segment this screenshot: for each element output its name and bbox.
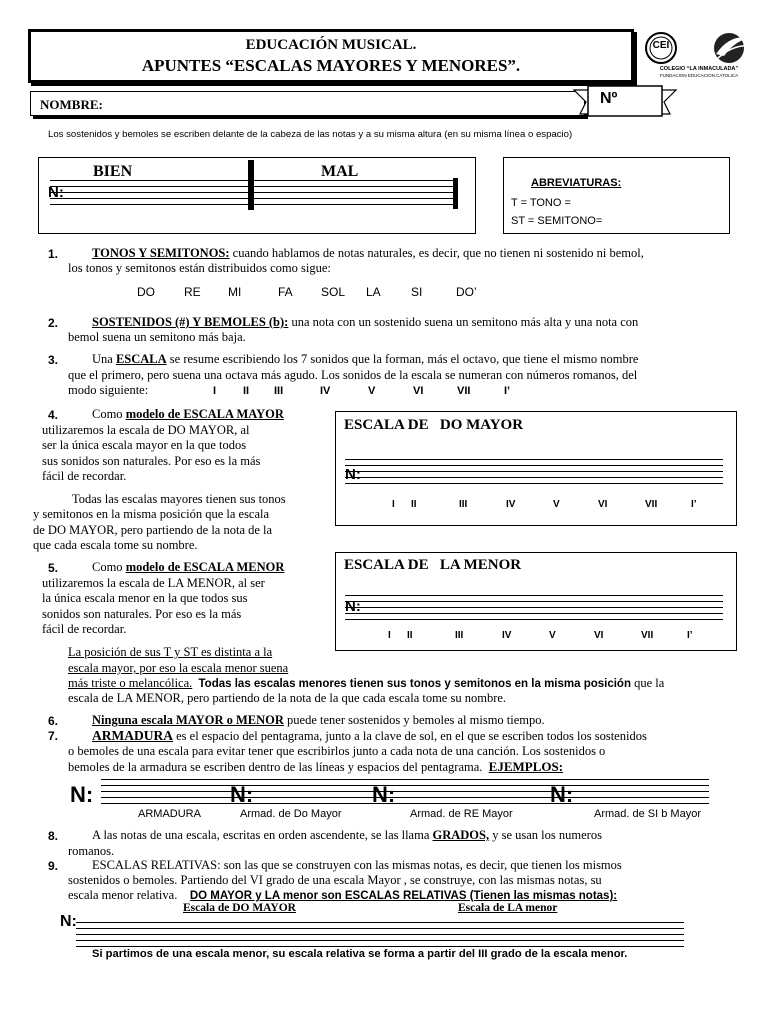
- section-2-line-2: bemol suena un semitono más baja.: [68, 330, 246, 344]
- final-note: Si partimos de una escala menor, su escala relativa se forma a partir del III grado de la escala menor.: [92, 948, 628, 960]
- do-major-roman-6: VI: [598, 499, 608, 510]
- la-minor-clef: N:: [345, 598, 361, 615]
- section-4-title: modelo de ESCALA MAYOR: [125, 407, 284, 421]
- armadura-caption-2: Armad. de Do Mayor: [240, 808, 342, 820]
- logo-text-cei: CEI: [652, 40, 670, 51]
- section-7-text-1: es el espacio del pentagrama, junto a la clave de sol, en el que se escriben todos los sostenidos: [173, 729, 647, 743]
- examples-label: EJEMPLOS:: [488, 759, 564, 774]
- do-major-roman-2: II: [411, 499, 417, 510]
- armadura-clef-2: N:: [230, 782, 254, 807]
- note-mi: MI: [228, 285, 242, 299]
- section-1-number: 1.: [48, 247, 59, 261]
- section-3-line-2: que el primero, pero suena una octava más agudo. Los sonidos de la escala se numeran con números romanos, del: [68, 368, 638, 382]
- la-minor-roman-6: VI: [594, 630, 604, 641]
- la-minor-box-title: ESCALA DE LA MENOR: [344, 557, 522, 573]
- note-si: SI: [411, 285, 423, 299]
- section-4-line-5: fácil de recordar.: [42, 469, 127, 483]
- section-4-line-1: [92, 407, 284, 422]
- logo-text-school: COLEGIO “LA INMACULADA”: [659, 66, 739, 72]
- section-5-line-3: la única escala menor en la que todos sus: [42, 591, 248, 605]
- roman-3: III: [274, 385, 284, 397]
- section-8-number: 8.: [48, 829, 59, 843]
- section-9-number: 9.: [48, 859, 59, 873]
- section-5-para2-1: La posición de sus T y ST es distinta a la: [68, 645, 273, 659]
- roman-4: IV: [320, 385, 331, 397]
- section-4-pre: Como: [92, 407, 126, 421]
- section-9-line-2: sostenidos o bemoles. Partiendo del VI grado de una escala Mayor , se construye, con las mismas notas, su: [68, 873, 602, 887]
- section-6-text: puede tener sostenidos y bemoles al mismo tiempo.: [283, 713, 545, 727]
- school-logo: [638, 30, 760, 80]
- name-field-box[interactable]: [30, 91, 585, 116]
- section-4-para2-1: Todas las escalas mayores tienen sus tonos: [72, 492, 286, 506]
- section-9-line-1: ESCALAS RELATIVAS: son las que se construyen con las mismas notas, es decir, que tienen los mismos: [92, 858, 622, 872]
- section-2-title: SOSTENIDOS (#) Y BEMOLES (b):: [92, 315, 289, 329]
- roman-1: I: [213, 385, 217, 397]
- section-2-number: 2.: [48, 316, 59, 330]
- natural-notes-row: [0, 285, 768, 301]
- section-5-para2-2: escala mayor, por eso la escala menor suena: [68, 661, 289, 675]
- la-minor-roman-3: III: [455, 630, 464, 641]
- section-6-number: 6.: [48, 714, 59, 728]
- example-staff: [50, 180, 458, 208]
- la-minor-roman-7: VII: [641, 630, 654, 641]
- armadura-clef-4: N:: [550, 782, 574, 807]
- armadura-clef-3: N:: [372, 782, 396, 807]
- section-9-bold: DO MAYOR y LA menor son ESCALAS RELATIVAS (Tienen las mismas notas):: [189, 890, 618, 902]
- abbreviations-title: ABREVIATURAS:: [531, 177, 622, 189]
- section-7-line-3: [68, 759, 563, 775]
- section-8-line-2: romanos.: [68, 844, 115, 858]
- section-8-pre: A las notas de una escala, escritas en orden ascendente, se las llama: [92, 828, 433, 842]
- abbrev-semitone: ST = SEMITONO=: [511, 215, 603, 227]
- la-minor-roman-5: V: [549, 630, 556, 641]
- section-2-line-1: [92, 315, 638, 330]
- do-major-box-title: ESCALA DE DO MAYOR: [344, 417, 524, 433]
- roman-8: I’: [504, 385, 511, 397]
- section-3-line-1: [92, 352, 638, 367]
- intro-text: Los sostenidos y bemoles se escriben delante de la cabeza de las notas y a su misma altura (en su misma línea o espacio): [48, 129, 573, 140]
- section-4-number: 4.: [48, 408, 59, 422]
- section-5-melancholic: más triste o melancólica.: [68, 676, 193, 690]
- section-5-line-1: [92, 560, 284, 575]
- do-major-roman-7: VII: [645, 499, 658, 510]
- la-minor-romans: [0, 630, 768, 644]
- section-5-line-4: sonidos son naturales. Por eso es la más: [42, 607, 242, 621]
- number-label: Nº: [600, 90, 618, 107]
- la-minor-roman-1: I: [388, 630, 391, 641]
- relative-scales-clef: N:: [60, 913, 77, 930]
- header-title-1: EDUCACIÓN MUSICAL.: [245, 37, 417, 53]
- section-1-line-1: [92, 246, 724, 261]
- section-6-title: Ninguna escala MAYOR o MENOR: [92, 713, 284, 727]
- do-major-roman-3: III: [459, 499, 468, 510]
- section-3-text-1: se resume escribiendo los 7 sonidos que la forman, más el octavo, que tiene el mismo nombre: [166, 352, 639, 366]
- roman-2: II: [243, 385, 250, 397]
- section-4-line-3: ser la única escala mayor en la que todos: [42, 438, 247, 452]
- section-8-title: GRADOS,: [432, 828, 490, 842]
- do-major-roman-5: V: [553, 499, 560, 510]
- roman-7: VII: [457, 385, 471, 397]
- bad-label: MAL: [321, 163, 359, 180]
- section-7-line-2: o bemoles de una escala para evitar tener que escribirlos junto a cada nota de una canción. Los sostenidos o: [68, 744, 606, 758]
- note-fa: FA: [278, 285, 293, 299]
- do-major-roman-1: I: [392, 499, 395, 510]
- logo-text-foundation: FUNDACION EDUCACION CATOLICA: [659, 73, 739, 78]
- example-barline-middle: [248, 160, 254, 210]
- roman-6: VI: [413, 385, 424, 397]
- section-7-line-1: [92, 728, 647, 744]
- section-4-line-2: utilizaremos la escala de DO MAYOR, al: [42, 423, 250, 437]
- section-5-number: 5.: [48, 561, 59, 575]
- section-4-para2-2: y semitonos en la misma posición que la escala: [33, 507, 270, 521]
- relative-scales-staff: [76, 922, 684, 950]
- armadura-staff: [101, 779, 709, 807]
- la-minor-roman-8: I’: [687, 630, 693, 641]
- section-1-text-1: cuando hablamos de notas naturales, es decir, que no tienen ni sostenido ni bemol,: [229, 246, 644, 260]
- section-5-bold-text: Todas las escalas menores tienen sus tonos y semitonos en la misma posición: [198, 678, 631, 690]
- section-5-para2-3: [68, 676, 664, 692]
- section-3-number: 3.: [48, 353, 59, 367]
- section-7-number: 7.: [48, 729, 59, 743]
- section-4-line-4: sus sonidos son naturales. Por eso es la más: [42, 454, 261, 468]
- good-label: BIEN: [93, 163, 133, 180]
- armadura-caption-1: ARMADURA: [138, 808, 201, 820]
- section-1-title: TONOS Y SEMITONOS:: [92, 246, 230, 260]
- note-do: DO: [137, 285, 155, 299]
- section-5-line-2: utilizaremos la escala de LA MENOR, al ser: [42, 576, 265, 590]
- label-la-minor: Escala de LA menor: [458, 902, 558, 914]
- section-3-pre: Una: [92, 352, 116, 366]
- roman-5: V: [368, 385, 376, 397]
- number-ribbon[interactable]: [566, 84, 684, 126]
- note-la: LA: [366, 285, 381, 299]
- ribbon-banner-icon: [566, 84, 684, 126]
- section-8-text: y se usan los numeros: [489, 828, 602, 842]
- do-major-staff: [345, 459, 723, 487]
- section-5-end: que la: [630, 676, 665, 690]
- la-minor-roman-2: II: [407, 630, 413, 641]
- do-major-roman-4: IV: [506, 499, 516, 510]
- la-minor-roman-4: IV: [502, 630, 512, 641]
- note-do-octave: DO’: [456, 285, 477, 299]
- name-label: NOMBRE:: [40, 97, 103, 112]
- note-sol: SOL: [321, 285, 346, 299]
- abbrev-tone: T = TONO =: [511, 197, 571, 209]
- section-5-line-5: fácil de recordar.: [42, 622, 127, 636]
- section-7-title: ARMADURA: [92, 728, 173, 743]
- section-4-para2-3: de DO MAYOR, pero partiendo de la nota de la: [33, 523, 273, 537]
- section-7-text-3: bemoles de la armadura se escriben dentro de las líneas y espacios del pentagrama.: [68, 760, 483, 774]
- section-1-line-2: los tonos y semitonos están distribuidos como sigue:: [68, 261, 331, 275]
- section-3-romans: [0, 385, 768, 399]
- armadura-caption-3: Armad. de RE Mayor: [410, 808, 513, 820]
- section-5-title: modelo de ESCALA MENOR: [125, 560, 285, 574]
- section-4-para2-4: que cada escala tome su nombre.: [33, 538, 198, 552]
- do-major-romans: [0, 499, 768, 513]
- note-re: RE: [184, 285, 201, 299]
- section-3-line-3: modo siguiente:: [68, 383, 149, 397]
- header-title-2: APUNTES “ESCALAS MAYORES Y MENORES”.: [141, 56, 521, 75]
- example-clef: N:: [48, 184, 64, 201]
- la-minor-staff: [345, 595, 723, 623]
- section-5-para2-4: escala de LA MENOR, pero partiendo de la nota de la que cada escala tome su nombre.: [68, 691, 507, 705]
- section-5-pre: Como: [92, 560, 126, 574]
- do-major-roman-8: I’: [691, 499, 697, 510]
- section-6-line: [92, 713, 545, 728]
- label-do-major: Escala de DO MAYOR: [183, 902, 296, 914]
- armadura-caption-4: Armad. de SI b Mayor: [594, 808, 701, 820]
- section-8-line-1: [92, 828, 602, 843]
- example-barline-end: [453, 178, 458, 209]
- armadura-clef-1: N:: [70, 782, 94, 807]
- section-9-text-3: escala menor relativa.: [68, 888, 178, 902]
- do-major-clef: N:: [345, 466, 361, 483]
- section-3-title: ESCALA: [115, 352, 167, 366]
- section-2-text-1: una nota con un sostenido suena un semitono más alta y una nota con: [288, 315, 639, 329]
